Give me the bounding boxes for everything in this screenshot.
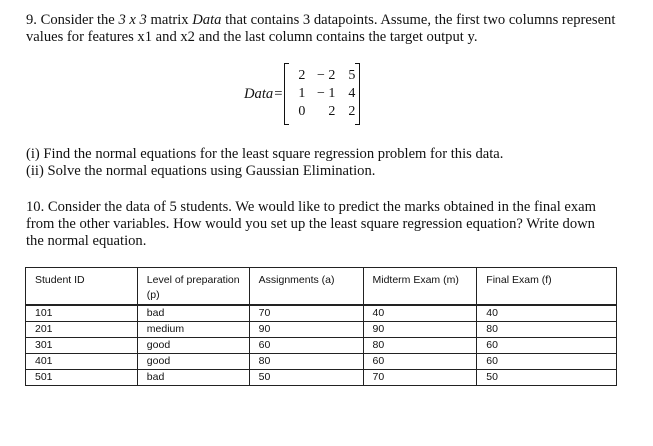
- matrix-cell: 1: [298, 86, 306, 101]
- cell-student-id: 401: [26, 354, 138, 370]
- matrix-cell: 2: [328, 104, 336, 119]
- cell-assignments: 70: [249, 305, 363, 322]
- cell-assignments: 90: [249, 322, 363, 338]
- cell-midterm: 40: [363, 305, 477, 322]
- table-row: [26, 370, 617, 386]
- cell-student-id: 101: [26, 305, 138, 322]
- matrix-cell: 5: [348, 68, 356, 83]
- cell-assignments: 80: [249, 354, 363, 370]
- table-row: [26, 354, 617, 370]
- q9-matrix-word: Data: [192, 12, 222, 28]
- matrix-equals: =: [274, 85, 283, 102]
- cell-preparation: good: [137, 354, 249, 370]
- question-9-text: [26, 12, 626, 46]
- q9-part-ii: (ii) Solve the normal equations using Gaussian Elimination.: [26, 163, 376, 179]
- cell-final: 80: [477, 322, 617, 338]
- table-row: [26, 322, 617, 338]
- q9-mid: matrix: [150, 12, 189, 28]
- matrix-cell: 2: [348, 104, 356, 119]
- matrix-cell: − 1: [317, 86, 336, 101]
- cell-final: 60: [477, 338, 617, 354]
- col-header-midterm: Midterm Exam (m): [363, 268, 477, 306]
- cell-preparation: bad: [137, 370, 249, 386]
- cell-final: 60: [477, 354, 617, 370]
- matrix-cell: 4: [348, 86, 356, 101]
- col-header-student-id: Student ID: [26, 268, 138, 306]
- matrix-entries: [289, 65, 355, 123]
- col-header-assignments: Assignments (a): [249, 268, 363, 306]
- matrix-cell: 0: [298, 104, 306, 119]
- table-row: [26, 305, 617, 322]
- cell-assignments: 50: [249, 370, 363, 386]
- col-header-preparation: Level of preparation (p): [137, 268, 249, 306]
- cell-student-id: 501: [26, 370, 138, 386]
- q9-lead: Consider the: [40, 12, 115, 28]
- q9-number: 9.: [26, 12, 37, 28]
- question-10-text: 10. Consider the data of 5 students. We would like to predict the marks obtained in the final exam from the other variables. How would you set up the least square regression equation? Write down the normal equation.: [26, 199, 597, 249]
- matrix-cell: − 2: [317, 68, 336, 83]
- table-row: [26, 338, 617, 354]
- cell-assignments: 60: [249, 338, 363, 354]
- q9-rest: that contains 3 datapoints. Assume, the first two columns represent values for features x1 and x2 and the last column contains the target output y.: [26, 12, 616, 45]
- data-matrix: [244, 62, 360, 126]
- cell-midterm: 60: [363, 354, 477, 370]
- cell-midterm: 70: [363, 370, 477, 386]
- q9-dims: 3 x 3: [118, 12, 147, 28]
- cell-preparation: good: [137, 338, 249, 354]
- cell-final: 40: [477, 305, 617, 322]
- matrix-label: Data: [244, 85, 274, 102]
- cell-preparation: bad: [137, 305, 249, 322]
- q9-part-i: (i) Find the normal equations for the least square regression problem for this data.: [26, 146, 504, 162]
- col-header-final: Final Exam (f): [477, 268, 617, 306]
- cell-midterm: 80: [363, 338, 477, 354]
- table-header-row: [26, 268, 617, 306]
- cell-midterm: 90: [363, 322, 477, 338]
- student-data-table: [25, 267, 617, 386]
- matrix-right-bracket: [355, 63, 360, 125]
- cell-student-id: 301: [26, 338, 138, 354]
- cell-student-id: 201: [26, 322, 138, 338]
- matrix-cell: 2: [298, 68, 306, 83]
- cell-preparation: medium: [137, 322, 249, 338]
- cell-final: 50: [477, 370, 617, 386]
